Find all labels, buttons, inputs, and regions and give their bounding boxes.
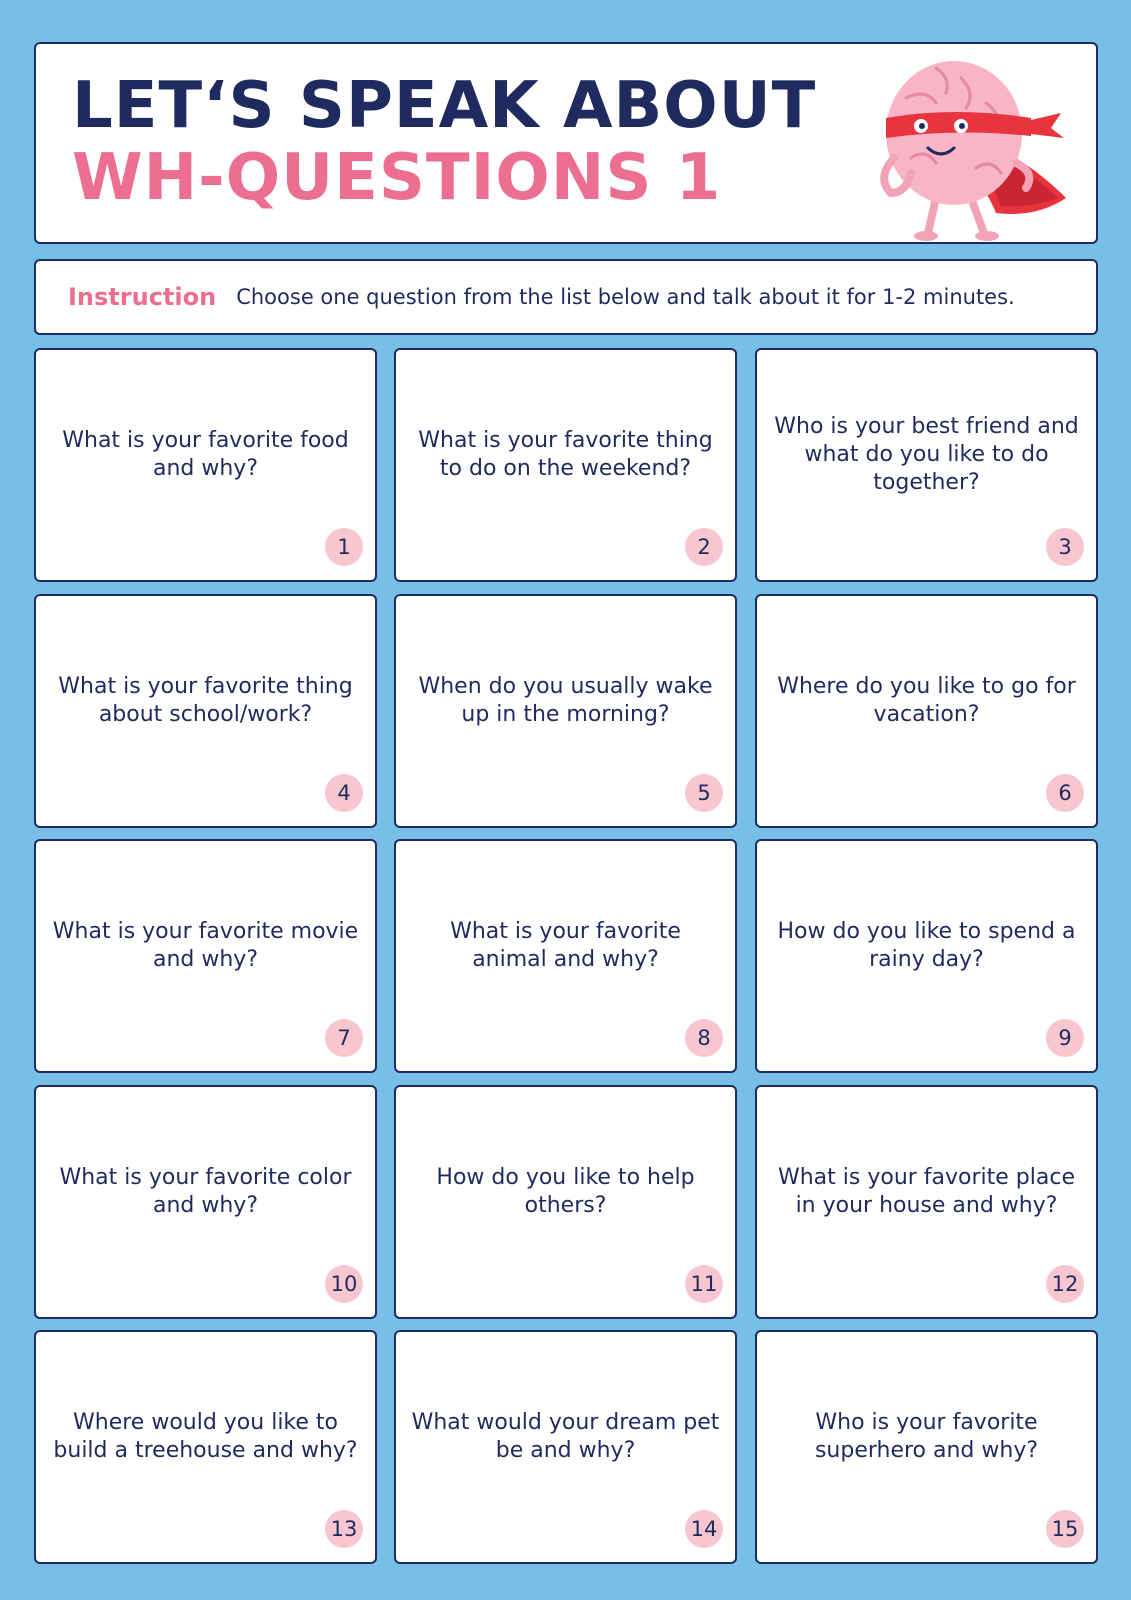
question-text: What is your favorite movie and why? (52, 919, 359, 972)
question-card (394, 348, 737, 582)
superhero-brain-icon (836, 48, 1086, 242)
question-number-badge: 6 (1046, 774, 1084, 812)
page-subtitle: WH-QUESTIONS 1 (72, 141, 722, 215)
question-number-badge: 3 (1046, 528, 1084, 566)
question-number-badge: 12 (1046, 1265, 1084, 1303)
question-card (394, 839, 737, 1073)
question-text: Where do you like to go for vacation? (777, 674, 1076, 727)
instruction-bar (34, 259, 1098, 335)
question-number-badge: 4 (325, 774, 363, 812)
question-text: How do you like to spend a rainy day? (777, 919, 1076, 972)
question-number-badge: 8 (685, 1019, 723, 1057)
question-card (755, 1085, 1098, 1319)
instruction-text: Choose one question from the list below and talk about it for 1-2 minutes. (236, 285, 1015, 309)
question-text: What is your favorite thing to do on the weekend? (418, 428, 713, 481)
question-text: What is your favorite thing about school/work? (58, 674, 353, 727)
question-card (755, 594, 1098, 828)
question-number-badge: 1 (325, 528, 363, 566)
title-banner (34, 42, 1098, 244)
question-card (755, 839, 1098, 1073)
question-text: How do you like to help others? (436, 1165, 695, 1218)
question-text: What is your favorite food and why? (62, 428, 349, 481)
question-number-badge: 13 (325, 1510, 363, 1548)
question-number-badge: 2 (685, 528, 723, 566)
question-number-badge: 5 (685, 774, 723, 812)
question-number-badge: 9 (1046, 1019, 1084, 1057)
question-number-badge: 10 (325, 1265, 363, 1303)
question-text: What is your favorite color and why? (59, 1165, 352, 1218)
question-text: When do you usually wake up in the morning? (418, 674, 713, 727)
question-text: What would your dream pet be and why? (411, 1410, 720, 1463)
question-card (755, 1330, 1098, 1564)
question-card (755, 348, 1098, 582)
question-text: What is your favorite animal and why? (450, 919, 681, 972)
question-text: Who is your best friend and what do you like to do together? (774, 414, 1079, 495)
question-card (34, 839, 377, 1073)
question-number-badge: 11 (685, 1265, 723, 1303)
question-card (34, 1330, 377, 1564)
question-card (34, 348, 377, 582)
question-number-badge: 15 (1046, 1510, 1084, 1548)
question-card (34, 1085, 377, 1319)
question-text: Who is your favorite superhero and why? (814, 1410, 1039, 1463)
page-title: LET‘S SPEAK ABOUT (72, 69, 817, 143)
question-number-badge: 7 (325, 1019, 363, 1057)
question-card (394, 1085, 737, 1319)
question-text: What is your favorite place in your house and why? (777, 1165, 1076, 1218)
question-card (34, 594, 377, 828)
question-card (394, 1330, 737, 1564)
question-card (394, 594, 737, 828)
instruction-label: Instruction (68, 283, 217, 311)
question-number-badge: 14 (685, 1510, 723, 1548)
question-text: Where would you like to build a treehouse and why? (53, 1410, 358, 1463)
